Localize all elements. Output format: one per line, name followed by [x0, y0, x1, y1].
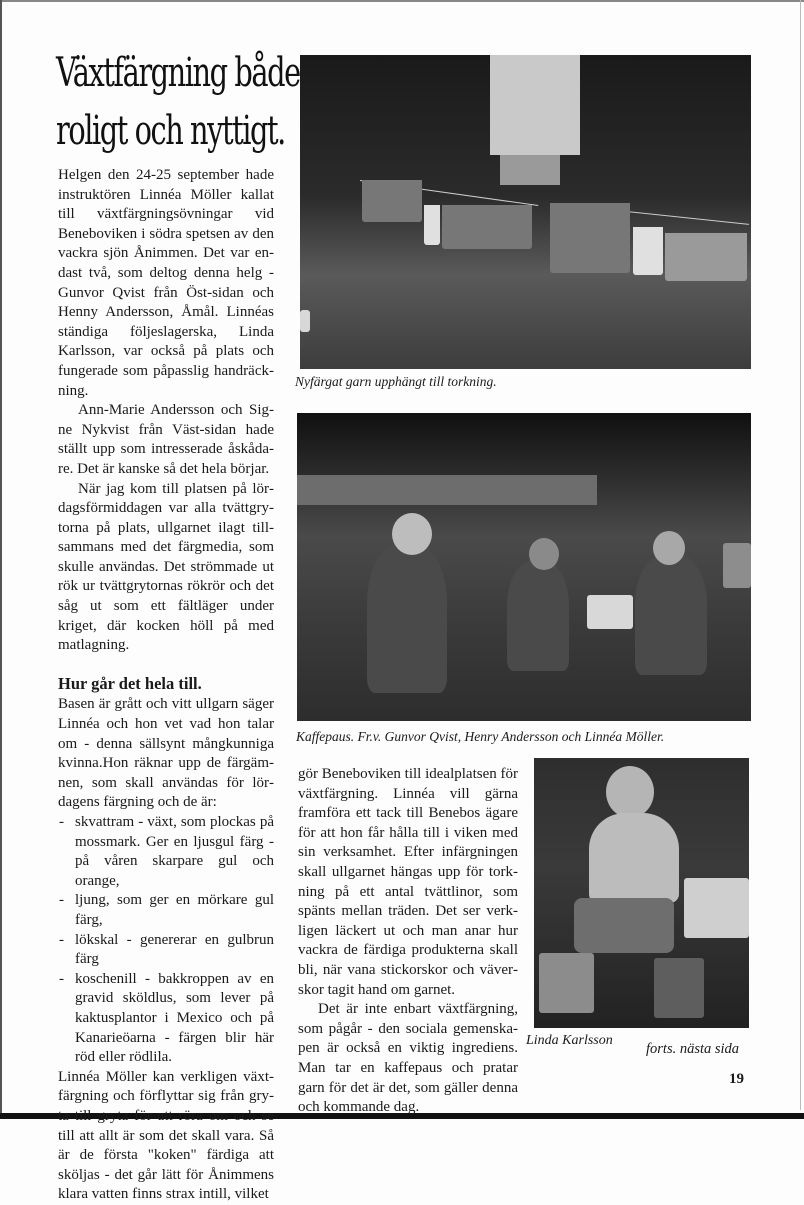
rubber-boot	[654, 958, 704, 1018]
wash-pot	[723, 543, 751, 588]
paragraph: När jag kom till platsen på lördagsförmiddagen var alla tvättgrytorna på plats, ullgarnet ilagt tillsammans med det färgmedia, som skulle användas. Det strömmade ut rök ur tvättgrytornas rökrör och det såg ut som ett fältläger under kriget, där kocken höll på med matlagning.	[58, 480, 274, 654]
photo-coffee-break	[297, 413, 751, 721]
photo-yarn-drying	[300, 55, 751, 369]
paragraph: Helgen den 24-25 september hade instruktören Linnéa Möller kallat till växtfärgningsövningar vid Beneboviken i södra spetsen av den vackra sjön Ånimmen. Det var endast två, som deltog denna helg - Gunvor Qvist från Öst-sidan och Henny Andersson, Åmål. Linnéas ständiga följeslagerska, Linda Karlsson, var också på plats och fungerade som påpasslig handräckning.	[58, 167, 274, 399]
left-text-column	[58, 166, 274, 1205]
yarn-skeins	[362, 180, 422, 222]
person-linnea	[635, 555, 707, 675]
page-number: 19	[729, 1071, 744, 1087]
bucket	[300, 310, 310, 332]
photo-lake	[500, 155, 560, 185]
section-subheading: Hur går det hela till.	[58, 673, 202, 693]
paragraph: Det är inte enbart växtfärgning, som pågår - den sociala gemenskapen är också en viktig ingrediens. Man tar en kaffepaus och pratar garn för det är det, som gäller denna och kommande dag.	[298, 1001, 518, 1116]
child-head	[606, 766, 654, 818]
picnic-bags	[587, 595, 633, 629]
photo-path	[297, 475, 597, 505]
dye-list	[58, 813, 274, 1068]
list-item: - lökskal - genererar en gulbrun färg	[58, 931, 274, 970]
title-line-2: roligt och nyttigt.	[56, 108, 285, 154]
person-henry	[507, 561, 569, 671]
paragraph: Ann-Marie Andersson och Signe Nykvist från Väst-sidan hade ställt upp som intresserade åskådare. Det är kanske så det hela börjar.	[58, 402, 274, 477]
photo-caption: Linda Karlsson	[526, 1033, 613, 1048]
page-edge-top	[0, 0, 804, 2]
page-edge-left	[0, 0, 2, 1119]
person-head	[653, 531, 685, 565]
paragraph: gör Beneboviken till idealplatsen för växtfärgning. Linnéa vill gärna framföra ett tack till Benebos ägare för att hon får hålla till i viken med sin verksamhet. Efter infärgningen skall ullgarnet hängas upp för torkning på ett antal tvättlinor, som spänts mellan träden. Det ser verkligen läckert ut och man anar hur vackra de färdiga produkterna skall bli, när vana stickorskor och väverskor tagit hand om garnet.	[298, 766, 518, 998]
yarn-skein-light	[424, 205, 440, 245]
yarn-skeins	[442, 205, 532, 249]
page-edge-right	[800, 0, 801, 1110]
paragraph: Linnéa Möller kan verkligen växtfärgning och förflyttar sig från gryta till gryta för att röra om och se till att allt är som det skall vara. Så är de första "koken" färdiga att sköljas - det går lätt för Ånimmens klara vatten finns strax intill, vilket	[58, 1068, 274, 1203]
list-item: - koschenill - bakkroppen av en gravid sköldlus, som lever på kaktusplantor i Mexico och på Kanarieöarna - färgen blir här röd eller rödlila.	[58, 970, 274, 1068]
photo-linda-karlsson	[534, 758, 749, 1028]
person-gunvor	[367, 543, 447, 693]
person-head	[529, 538, 559, 570]
photo-caption: Nyfärgat garn upphängt till torkning.	[295, 374, 497, 389]
rubber-boot	[539, 953, 594, 1013]
photo-sky	[490, 55, 580, 155]
yarn-skeins	[665, 233, 747, 281]
list-item: - ljung, som ger en mörkare gul färg,	[58, 891, 274, 930]
photo-caption: Kaffepaus. Fr.v. Gunvor Qvist, Henry Andersson och Linnéa Möller.	[296, 729, 665, 744]
cooking-pot	[574, 898, 674, 953]
continued-notice: forts. nästa sida	[646, 1041, 740, 1057]
child-sweater	[589, 813, 679, 903]
article-title	[56, 44, 300, 160]
yarn-skeins	[550, 203, 630, 273]
title-line-1: Växtfärgning både	[56, 50, 300, 96]
list-item: - skvattram - växt, som plockas på mossmark. Ger en ljusgul färg - på våren skarpare gul och orange,	[58, 813, 274, 891]
bench-cloth	[684, 878, 749, 938]
middle-text-column	[298, 765, 518, 1118]
yarn-skein-light	[633, 227, 663, 275]
paragraph: Basen är grått och vitt ullgarn säger Linnéa och hon vet vad hon talar om - denna sällsynt mångkunniga kvinna.Hon räknar upp de färgämnen, som skall användas för lördagens färgning och de är:	[58, 696, 274, 811]
person-head	[392, 513, 432, 555]
